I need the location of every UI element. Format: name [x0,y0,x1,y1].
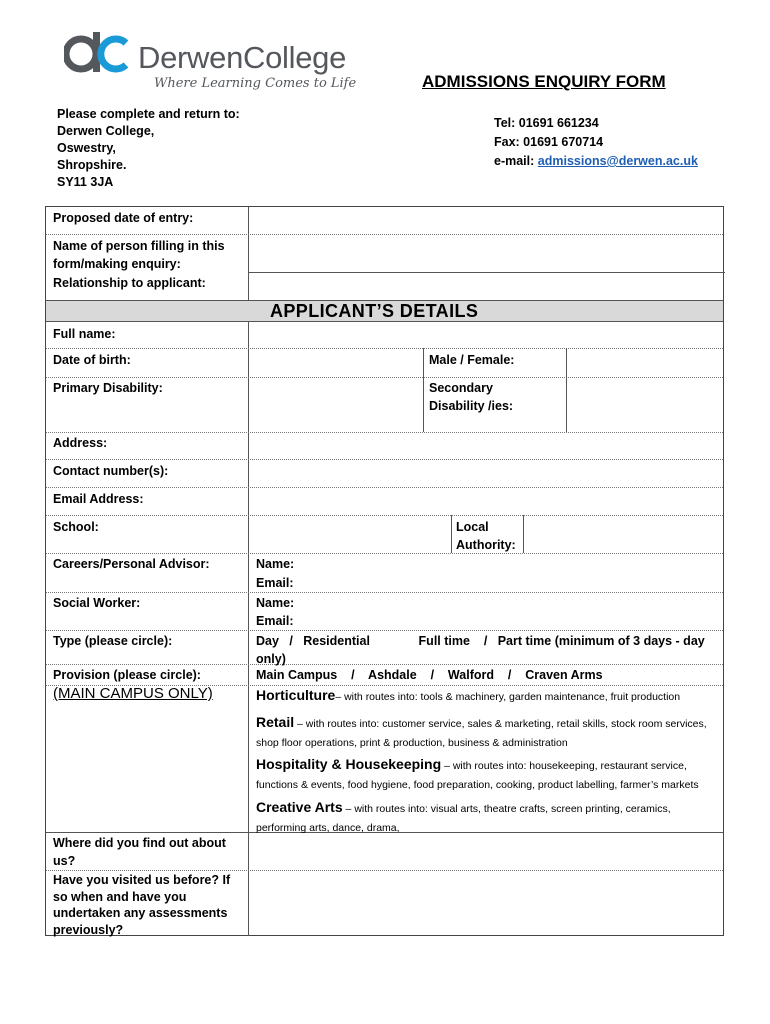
course-desc: – with routes into: visual arts, theatre crafts, screen printing, ceramics, performing arts, dance, drama, [256,803,671,834]
advisor-email-label: Email: [256,576,294,590]
return-address-line: Oswestry, [57,141,116,155]
email-link[interactable]: admissions@derwen.ac.uk [537,154,698,168]
return-address-line: Shropshire. [57,158,127,172]
full-name-label: Full name: [53,327,116,341]
course-desc: – with routes into: housekeeping, restaurant service, functions & events, food hygiene, food preparation, cooking, product labelling, farmer’s markets [256,760,699,791]
logo-tagline: Where Learning Comes to Life [154,76,357,91]
course-retail[interactable] [256,713,724,752]
contact-details [494,114,698,171]
course-name: Retail [256,714,295,730]
course-name: Creative Arts [256,799,343,815]
type-options[interactable]: Day / Residential Full time / Part time (minimum of 3 days - day only) [256,634,709,666]
school-label: School: [53,520,99,534]
fax: Fax: 01691 670714 [494,135,604,149]
course-name: Horticulture [256,687,336,703]
local-authority-label: Local Authority: [456,520,516,552]
course-horticulture[interactable] [256,687,718,706]
course-desc: – with routes into: customer service, sales & marketing, retail skills, stock room services, shop floor operations, print & production, business & administration [256,718,707,749]
contact-label: Contact number(s): [53,464,169,478]
return-address-line: Please complete and return to: [57,107,240,121]
email-address-label: Email Address: [53,492,144,506]
page-title: ADMISSIONS ENQUIRY FORM [422,72,666,91]
provision-options[interactable]: Main Campus / Ashdale / Walford / Craven Arms [256,668,603,682]
type-label: Type (please circle): [53,634,173,648]
return-address-line: SY11 3JA [57,175,114,189]
section-header [46,300,723,322]
primary-disability-label: Primary Disability: [53,381,163,395]
logo-wordmark: DerwenCollege [138,40,347,75]
name-person-label: Name of person filling in this form/making enquiry: [53,239,225,271]
social-worker-name-label: Name: [256,596,295,610]
email-line [494,152,698,171]
gender-label: Male / Female: [429,353,515,367]
careers-advisor-label: Careers/Personal Advisor: [53,557,210,571]
return-address-line: Derwen College, [57,124,155,138]
secondary-disability-label: Secondary Disability /ies: [429,381,514,413]
course-name: Hospitality & Housekeeping [256,756,442,772]
dob-label: Date of birth: [53,353,131,367]
main-campus-only-label: (MAIN CAMPUS ONLY) [53,685,213,702]
social-worker-label: Social Worker: [53,596,141,610]
return-address [57,106,240,191]
address-label: Address: [53,436,108,450]
course-creative-arts[interactable] [256,798,696,837]
section-title: APPLICANT’S DETAILS [270,301,479,321]
proposed-date-label: Proposed date of entry: [53,211,194,225]
enquiry-form-table [45,206,724,936]
find-out-label: Where did you find out about us? [53,836,226,868]
social-worker-email-label: Email: [256,614,294,628]
college-logo-icon [64,32,128,76]
course-hospitality[interactable] [256,755,724,794]
email-prefix: e-mail: [494,154,538,168]
relationship-label: Relationship to applicant: [53,276,206,290]
provision-label: Provision (please circle): [53,668,201,682]
course-desc: – with routes into: tools & machinery, garden maintenance, fruit production [335,691,681,703]
advisor-name-label: Name: [256,557,295,571]
visited-label: Have you visited us before? If so when and have you undertaken any assessments previously? [53,873,231,937]
telephone: Tel: 01691 661234 [494,116,599,130]
